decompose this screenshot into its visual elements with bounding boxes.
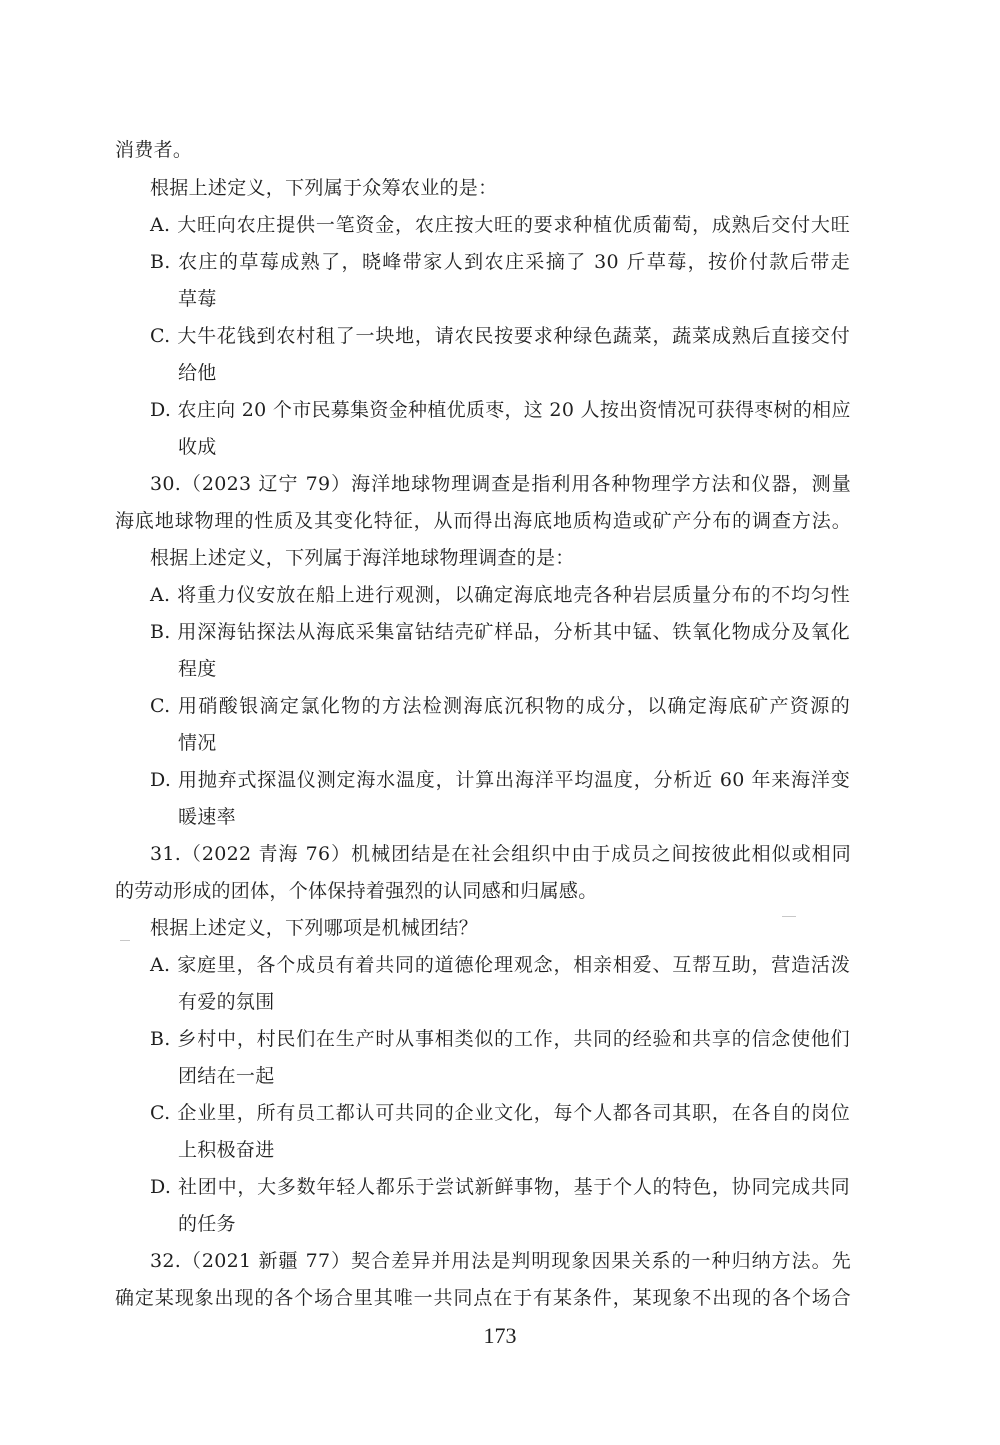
question-29-option-b-cont: 草莓 — [178, 288, 217, 310]
question-30-stem: 根据上述定义，下列属于海洋地球物理调查的是： — [150, 547, 575, 569]
question-32-definition: 确定某现象出现的各个场合里其唯一共同点在于有某条件，某现象不出现的各个场合 — [115, 1287, 851, 1309]
question-31-option-d-cont: 的任务 — [178, 1213, 236, 1235]
question-30-definition: 海底地球物理的性质及其变化特征，从而得出海底地质构造或矿产分布的调查方法。 — [115, 510, 851, 532]
question-30-option-a: A. 将重力仪安放在船上进行观测，以确定海底地壳各种岩层质量分布的不均匀性 — [150, 584, 850, 606]
question-30-title: 30.（2023 辽宁 79）海洋地球物理调查是指利用各种物理学方法和仪器，测量 — [150, 473, 851, 495]
question-31-option-c-cont: 上积极奋进 — [178, 1139, 275, 1161]
question-31-title: 31.（2022 青海 76）机械团结是在社会组织中由于成员之间按彼此相似或相同 — [150, 843, 851, 865]
question-29-option-d-cont: 收成 — [178, 436, 217, 458]
question-31-definition: 的劳动形成的团体，个体保持着强烈的认同感和归属感。 — [115, 880, 598, 902]
question-29-option-d: D. 农庄向 20 个市民募集资金种植优质枣，这 20 人按出资情况可获得枣树的相应 — [150, 399, 851, 421]
question-30-option-c-cont: 情况 — [178, 732, 217, 754]
scan-speck — [782, 916, 796, 917]
question-29-option-c-cont: 给他 — [178, 362, 217, 384]
question-30-option-c: C. 用硝酸银滴定氯化物的方法检测海底沉积物的成分，以确定海底矿产资源的 — [150, 695, 850, 717]
question-29-option-a: A. 大旺向农庄提供一笔资金，农庄按大旺的要求种植优质葡萄，成熟后交付大旺 — [150, 214, 850, 236]
question-31-stem: 根据上述定义，下列哪项是机械团结？ — [150, 917, 479, 939]
question-31-option-a: A. 家庭里，各个成员有着共同的道德伦理观念，相亲相爱、互帮互助，营造活泼 — [150, 954, 850, 976]
page-number: 173 — [483, 1323, 517, 1348]
question-29-option-b: B. 农庄的草莓成熟了，晓峰带家人到农庄采摘了 30 斤草莓，按价付款后带走 — [150, 251, 850, 273]
question-30-option-d: D. 用抛弃式探温仪测定海水温度，计算出海洋平均温度，分析近 60 年来海洋变 — [150, 769, 850, 791]
question-31-option-b-cont: 团结在一起 — [178, 1065, 275, 1087]
question-31-option-a-cont: 有爱的氛围 — [178, 991, 275, 1013]
question-29-option-c: C. 大牛花钱到农村租了一块地，请农民按要求种绿色蔬菜，蔬菜成熟后直接交付 — [150, 325, 850, 347]
question-30-option-b: B. 用深海钻探法从海底采集富钴结壳矿样品，分析其中锰、铁氧化物成分及氧化 — [150, 621, 850, 643]
question-31-option-c: C. 企业里，所有员工都认可共同的企业文化，每个人都各司其职，在各自的岗位 — [150, 1102, 850, 1124]
question-31-option-d: D. 社团中，大多数年轻人都乐于尝试新鲜事物，基于个人的特色，协同完成共同 — [150, 1176, 850, 1198]
question-32-title: 32.（2021 新疆 77）契合差异并用法是判明现象因果关系的一种归纳方法。先 — [150, 1250, 851, 1272]
question-30-option-b-cont: 程度 — [178, 658, 217, 680]
question-30-option-d-cont: 暖速率 — [178, 806, 236, 828]
scan-speck — [120, 940, 130, 941]
question-31-option-b: B. 乡村中，村民们在生产时从事相类似的工作，共同的经验和共享的信念使他们 — [150, 1028, 850, 1050]
text-line-continuation: 消费者。 — [115, 139, 193, 161]
question-29-stem: 根据上述定义，下列属于众筹农业的是： — [150, 177, 498, 199]
